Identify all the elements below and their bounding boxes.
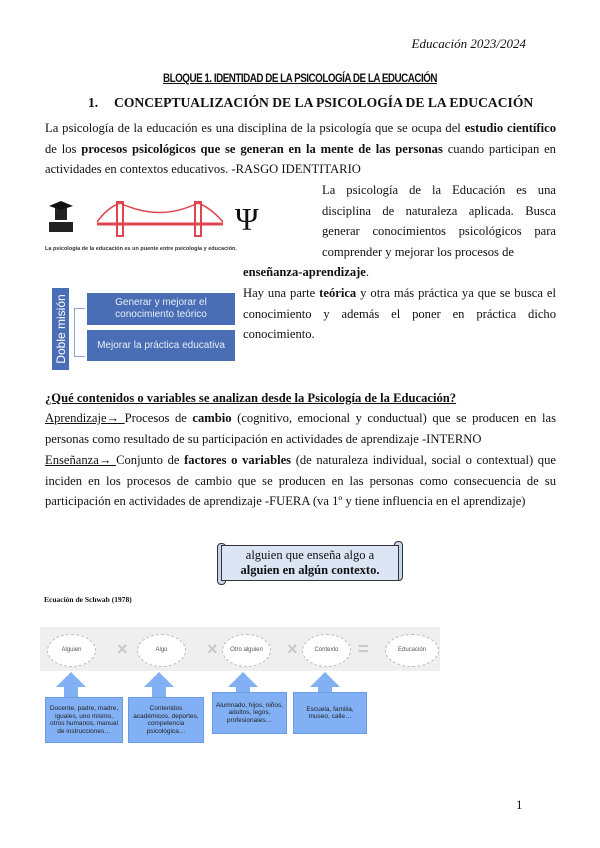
applied-line bbox=[243, 262, 369, 283]
arrow-up-icon bbox=[228, 672, 258, 687]
term-oval: Algo bbox=[137, 634, 186, 667]
bridge-graphic bbox=[45, 198, 311, 242]
brace bbox=[74, 308, 85, 357]
multiply-icon: × bbox=[287, 639, 298, 659]
page-number: 1 bbox=[516, 797, 523, 812]
ensenanza-paragraph bbox=[45, 450, 556, 512]
bold-text: enseñanza-aprendizaje bbox=[243, 265, 366, 279]
image-caption: La psicología de la educación es un puente entre psicología y educación. bbox=[45, 246, 237, 252]
example-box: Docente, padre, madre, iguales, uno mismo, otros humanos, manual de instrucciones… bbox=[45, 697, 123, 743]
term-oval: Contexto bbox=[302, 634, 351, 667]
multiply-icon: × bbox=[117, 639, 128, 659]
term-oval: Alguien bbox=[47, 634, 96, 667]
psi-icon: Ψ bbox=[235, 201, 259, 237]
schwab-label: Ecuación de Schwab (1978) bbox=[44, 595, 132, 604]
text: La psicología de la educación es una disciplina de la psicología que se ocupa del bbox=[45, 121, 465, 135]
arrow-up-icon bbox=[56, 672, 86, 687]
result-oval: Educación bbox=[385, 634, 439, 667]
section-number: 1. bbox=[88, 95, 99, 110]
scroll-banner bbox=[215, 541, 405, 585]
text: La psicología de la Educación es una disciplina de naturaleza aplicada. Busca generar conocimientos psicológicos para comprender y mejorar los procesos de bbox=[322, 183, 556, 259]
text: y otra más práctica ya que se busca el conocimiento y además el poner en práctica dicho conocimiento. bbox=[243, 286, 557, 342]
document-title: BLOQUE 1. IDENTIDAD DE LA PSICOLOGÍA DE LA EDUCACIÓN bbox=[162, 71, 438, 85]
graduate-icon bbox=[49, 201, 73, 232]
header-course: Educación 2023/2024 bbox=[411, 36, 526, 51]
scroll-text bbox=[221, 545, 399, 581]
text: Hay una parte bbox=[243, 286, 320, 300]
text: Procesos de bbox=[124, 411, 193, 425]
example-box: Escuela, familia, museo, calle… bbox=[293, 692, 367, 734]
arrow-up-icon bbox=[144, 672, 174, 687]
bridge-illustration bbox=[45, 198, 311, 256]
mission-item: Mejorar la práctica educativa bbox=[87, 330, 235, 361]
text: (cognitivo, emocional y conductual) que se producen en las personas como resultado de su participación en actividades de aprendizaje -INTERNO bbox=[45, 411, 556, 446]
applied-paragraph bbox=[322, 180, 556, 262]
term-oval: Otro alguien bbox=[222, 634, 271, 667]
text: (de naturaleza individual, social o contextual) que inciden en los procesos de cambio que se producen en las personas como consecuencia de su participación en actividades de aprendizaje -FUERA (va 1º y tiene influencia en el aprendizaje) bbox=[45, 453, 556, 509]
text: alguien que enseña algo a bbox=[245, 548, 375, 562]
theory-paragraph bbox=[243, 283, 556, 345]
example-box: Contenidos académicos, deportes, competencia psicológica… bbox=[128, 697, 204, 743]
multiply-icon: × bbox=[207, 639, 218, 659]
equals-icon: = bbox=[358, 639, 369, 659]
intro-paragraph bbox=[45, 118, 556, 180]
section-heading bbox=[88, 95, 533, 111]
bold-text: teórica bbox=[319, 286, 357, 300]
mission-item: Generar y mejorar el conocimiento teórico bbox=[87, 293, 235, 325]
text: cuando participan en actividades en contextos educativos. -RASGO IDENTITARIO bbox=[45, 141, 556, 177]
bold-text: estudio científico bbox=[464, 121, 557, 135]
text: alguien en algún contexto. bbox=[240, 563, 380, 577]
text: de los bbox=[45, 141, 82, 156]
text: Conjunto de bbox=[116, 453, 185, 467]
section-heading-text: CONCEPTUALIZACIÓN DE LA PSICOLOGÍA DE LA EDUCACIÓN bbox=[114, 95, 534, 110]
mission-label-box bbox=[52, 288, 69, 370]
aprendizaje-paragraph bbox=[45, 408, 556, 449]
arrow-up-icon bbox=[310, 672, 340, 687]
mission-label: Doble misión bbox=[53, 294, 68, 364]
term: Aprendizaje→ bbox=[45, 411, 125, 425]
term: Enseñanza→ bbox=[45, 453, 117, 467]
bold-text: factores o variables bbox=[184, 453, 292, 467]
bridge-icon bbox=[97, 202, 223, 236]
bold-text: procesos psicológicos que se generan en la mente de las personas bbox=[81, 141, 443, 156]
example-box: Alumnado, hijos, niños, adultos, legos, profesionales… bbox=[212, 692, 287, 734]
schwab-equation-diagram bbox=[40, 618, 440, 743]
question-heading: ¿Qué contenidos o variables se analizan desde la Psicología de la Educación? bbox=[45, 391, 457, 405]
bold-text: cambio bbox=[192, 411, 232, 425]
text: . bbox=[365, 265, 370, 279]
